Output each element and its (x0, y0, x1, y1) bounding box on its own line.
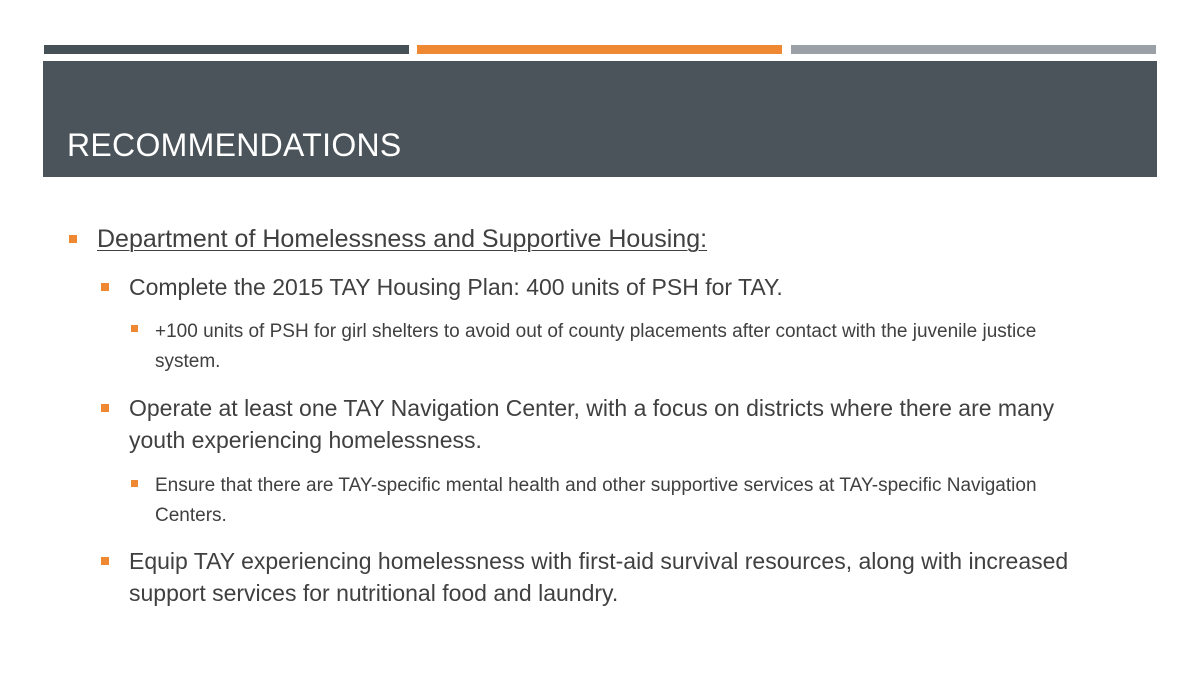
bullet-marker-icon (101, 283, 109, 291)
bullet-marker-icon (101, 404, 109, 412)
list-subitem: +100 units of PSH for girl shelters to avoid out of county placements after contact with the juvenile justice system. (155, 321, 1037, 372)
list-item: Equip TAY experiencing homelessness with first-aid survival resources, along with increased support services for nutritional food and laundry. (129, 548, 1069, 606)
slide-title: RECOMMENDATIONS (67, 127, 402, 163)
bullet-marker-icon (131, 480, 138, 487)
bullet-marker-icon (69, 235, 77, 243)
list-subitem: Ensure that there are TAY-specific mental health and other supportive services at TAY-specific Navigation Centers. (155, 475, 1037, 526)
department-heading: Department of Homelessness and Supportive Housing: (97, 225, 708, 253)
bullet-marker-icon (101, 557, 109, 565)
list-item: Operate at least one TAY Navigation Center, with a focus on districts where there are many youth experiencing homelessness. (129, 395, 1055, 453)
list-item: Complete the 2015 TAY Housing Plan: 400 units of PSH for TAY. (129, 274, 783, 300)
bullet-marker-icon (131, 325, 138, 332)
